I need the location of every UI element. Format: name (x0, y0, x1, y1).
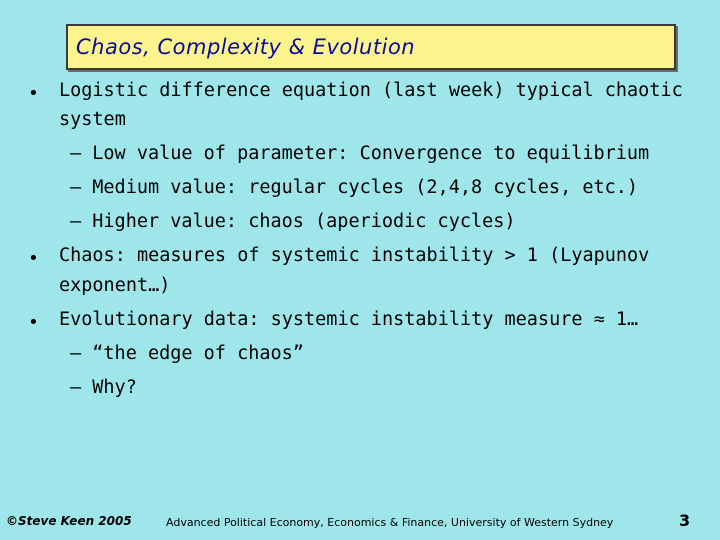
bullet-3-line-1: Evolutionary data: systemic instability measure ≈ 1… (59, 309, 639, 330)
footer-course: Advanced Political Economy, Economics & Finance, University of Western Sydney (166, 516, 614, 529)
subbullet-low-value: – Low value of parameter: Convergence to equilibrium (70, 143, 650, 164)
bullet-1-line-2: system (59, 109, 126, 130)
title-box (66, 24, 676, 70)
bullet-2-line-2: exponent…) (59, 275, 171, 296)
footer-author: ©Steve Keen 2005 (6, 514, 132, 528)
slide-title: Chaos, Complexity & Evolution (76, 35, 416, 59)
subbullet-why: – Why? (70, 377, 137, 398)
page-number: 3 (679, 511, 691, 530)
bullet-1-line-1: Logistic difference equation (last week) typical chaotic (59, 80, 683, 101)
bullet-marker-2: • (28, 248, 39, 269)
subbullet-higher-value: – Higher value: chaos (aperiodic cycles) (70, 211, 516, 232)
bullet-marker-1: • (28, 83, 39, 104)
bullet-2-line-1: Chaos: measures of systemic instability > 1 (Lyapunov (59, 245, 650, 266)
bullet-marker-3: • (28, 312, 39, 333)
subbullet-medium-value: – Medium value: regular cycles (2,4,8 cycles, etc.) (70, 177, 639, 198)
subbullet-edge-of-chaos: – “the edge of chaos” (70, 343, 304, 364)
